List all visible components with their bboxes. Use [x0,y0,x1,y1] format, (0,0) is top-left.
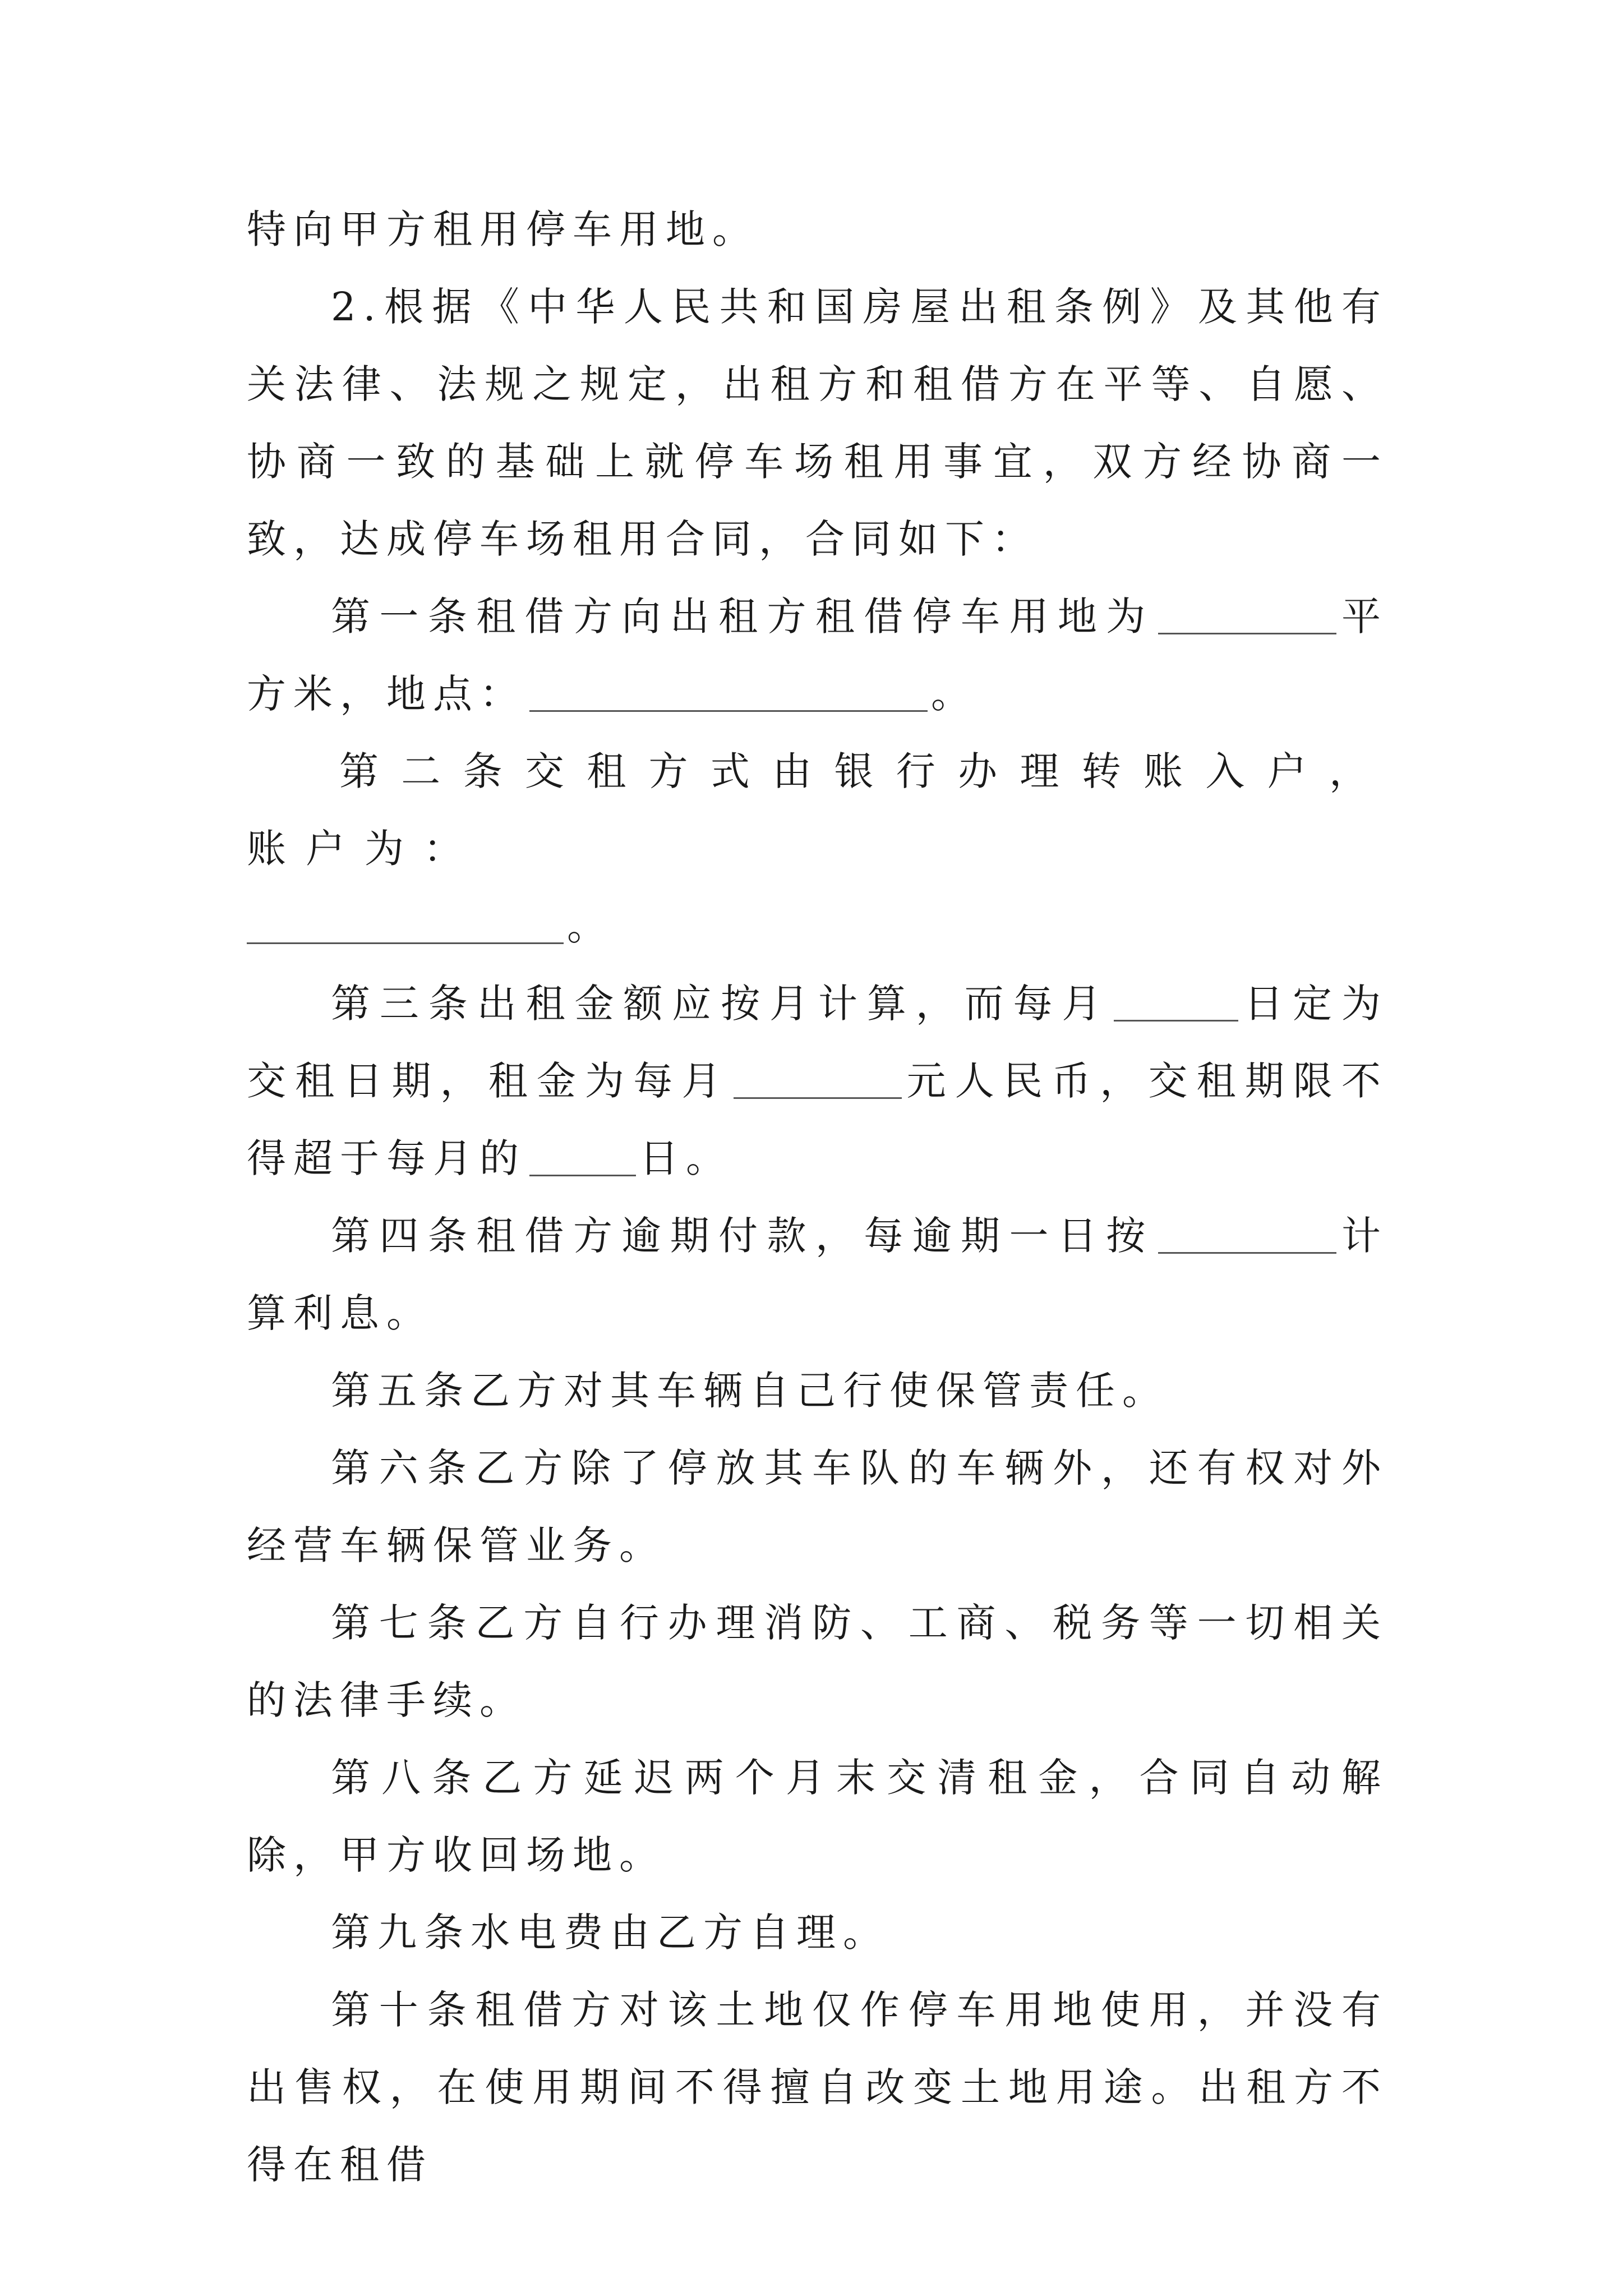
article-2 [247,733,1388,965]
article-3-text-d: 日。 [639,1135,732,1181]
article-6: 第六条乙方除了停放其车队的车辆外，还有权对外经营车辆保管业务。 [247,1445,1388,1568]
paragraph-legal-basis: 2.根据《中华人民共和国房屋出租条例》及其他有关法律、法规之规定，出租方和租借方在平等、自愿、协商一致的基础上就停车场租用事宜，双方经协商一致，达成停车场租用合同，合同如下： [247,284,1388,562]
article-1-text-a: 第一条租借方向出租方租借停车用地为 [331,593,1155,639]
article-3 [247,965,1388,1197]
article-1-text-c: 。 [931,671,978,717]
article-3-text-a: 第三条出租金额应按月计算，而每月 [331,981,1111,1027]
article-1-text-b: 平方米，地点： [247,593,1389,717]
document-page [247,191,1388,2203]
article-3-text-b: 日定为交租日期，租金为每月 [247,981,1389,1104]
article-4-text-a: 第四条租借方逾期付款，每逾期一日按 [331,1213,1155,1259]
location-blank [529,677,928,712]
article-7: 第七条乙方自行办理消防、工商、税务等一切相关的法律手续。 [247,1600,1388,1723]
article-10: 第十条租借方对该土地仅作停车用地使用，并没有出售权，在使用期间不得擅自改变土地用途。出租方不得在租借 [247,1987,1388,2188]
due-day-blank [1114,986,1238,1022]
paragraph-continuation: 特向甲方租用停车用地。 [247,206,759,252]
article-2-text-b: 。 [567,903,626,949]
article-4 [247,1197,1388,1352]
account-blank [247,909,564,944]
interest-rate-blank [1158,1218,1336,1254]
rent-amount-blank [734,1064,902,1099]
article-8: 第八条乙方延迟两个月末交清租金，合同自动解除，甲方收回场地。 [247,1755,1388,1878]
area-blank [1158,599,1336,634]
article-1 [247,578,1388,733]
article-4-text-b: 计算利息。 [247,1213,1389,1336]
article-9: 第九条水电费由乙方自理。 [331,1910,889,1955]
article-2-text-a: 第二条交租方式由银行办理转账入户，账户为： [247,748,1388,872]
article-5: 第五条乙方对其车辆自己行使保管责任。 [331,1368,1169,1414]
article-3-text-c: 元人民币，交租期限不得超于每月的 [247,1058,1388,1181]
deadline-day-blank [529,1141,636,1176]
